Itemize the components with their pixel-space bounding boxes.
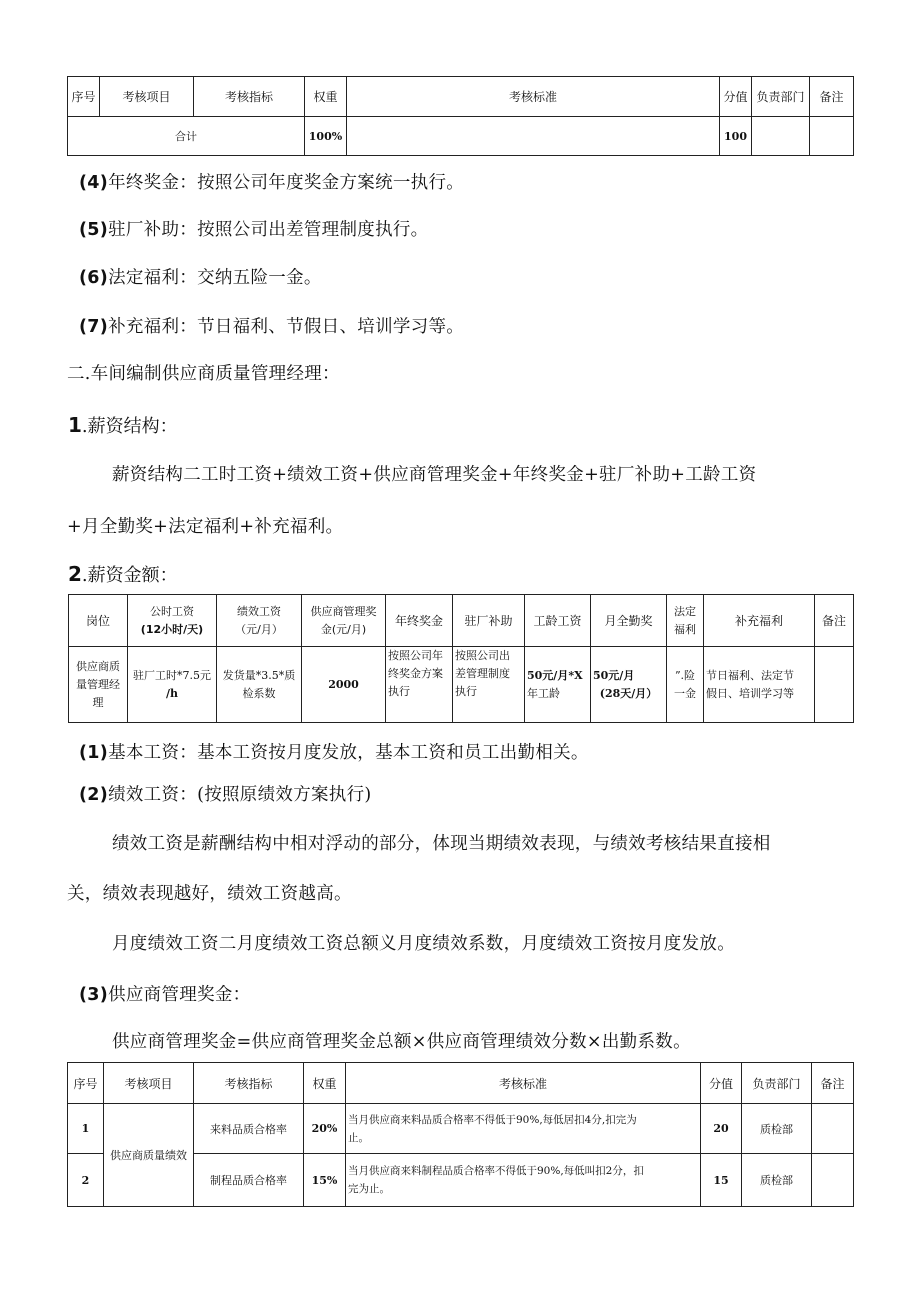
- structure-line: 薪资结构二工时工资+绩效工资+供应商管理奖金+年终奖金+驻厂补助+工龄工资: [112, 465, 757, 485]
- list-item: (1)基本工资：基本工资按月度发放，基本工资和员工出勤相关。: [79, 743, 589, 763]
- header-cell: 驻厂补助: [453, 595, 525, 647]
- header-cell: 负责部门: [742, 1063, 812, 1104]
- list-item: (3)供应商管理奖金：: [79, 985, 251, 1005]
- list-item: (5)驻厂补助：按照公司出差管理制度执行。: [79, 220, 429, 240]
- supplement-cell: 节日福利、法定节 假日、培训学习等: [704, 647, 815, 723]
- legal-cell: ”.险 一金: [667, 647, 704, 723]
- score-cell: 15: [701, 1154, 742, 1207]
- list-item: (7)补充福利：节日福利、节假日、培训学习等。: [79, 317, 465, 337]
- header-cell: 供应商管理奖 金(元/月): [302, 595, 386, 647]
- row-number: 2: [68, 1154, 104, 1207]
- weight-cell: 15%: [304, 1154, 346, 1207]
- resident-cell: 按照公司出 差管理制度 执行: [453, 647, 525, 723]
- header-cell: 负责部门: [752, 77, 810, 117]
- perf-cell: 发货量*3.5*质 检系数: [217, 647, 302, 723]
- perf-paragraph-line: 绩效工资是薪酬结构中相对浮动的部分，体现当期绩效表现，与绩效考核结果直接相: [112, 834, 771, 854]
- standard-cell: 当月供应商来料品质合格率不得低于90%,每低居扣4分,扣完为 止。: [346, 1104, 701, 1154]
- header-cell: 权重: [305, 77, 347, 117]
- dept-cell: 质检部: [742, 1104, 812, 1154]
- hourly-cell: 驻厂工时*7.5元 /h: [128, 647, 217, 723]
- list-item: (4)年终奖金：按照公司年度奖金方案统一执行。: [79, 173, 465, 193]
- header-cell: 补充福利: [704, 595, 815, 647]
- perf-paragraph-line: 关，绩效表现越好，绩效工资越高。: [67, 884, 352, 904]
- header-cell: 序号: [68, 1063, 104, 1104]
- header-cell: 权重: [304, 1063, 346, 1104]
- header-cell: 月全勤奖: [591, 595, 667, 647]
- total-label: 合计: [68, 117, 305, 156]
- header-cell: 序号: [68, 77, 100, 117]
- header-cell: 考核指标: [194, 1063, 304, 1104]
- supplier-bonus-cell: 2000: [302, 647, 386, 723]
- total-dept: [752, 117, 810, 156]
- header-cell: 绩效工资 （元/月）: [217, 595, 302, 647]
- total-standard: [347, 117, 720, 156]
- remark-cell: [812, 1154, 854, 1207]
- header-cell: 备注: [810, 77, 854, 117]
- header-cell: 工龄工资: [525, 595, 591, 647]
- header-cell: 备注: [815, 595, 854, 647]
- header-cell: 分值: [701, 1063, 742, 1104]
- header-cell: 考核项目: [104, 1063, 194, 1104]
- indicator-cell: 来料品质合格率: [194, 1104, 304, 1154]
- total-weight: 100%: [305, 117, 347, 156]
- remark-cell: [815, 647, 854, 723]
- total-score: 100: [720, 117, 752, 156]
- supplier-formula: 供应商管理奖金=供应商管理奖金总额×供应商管理绩效分数×出勤系数。: [112, 1032, 691, 1052]
- project-cell: 供应商质量绩效: [104, 1104, 194, 1207]
- header-cell: 备注: [812, 1063, 854, 1104]
- header-cell: 公时工资 (12小时/天): [128, 595, 217, 647]
- header-cell: 考核标准: [347, 77, 720, 117]
- list-item: (2)绩效工资：(按照原绩效方案执行): [79, 785, 372, 805]
- weight-cell: 20%: [304, 1104, 346, 1154]
- list-item: (6)法定福利：交纳五险一金。: [79, 268, 322, 288]
- heading-salary-structure: 1.薪资结构：: [68, 413, 178, 437]
- total-remark: [810, 117, 854, 156]
- header-cell: 法定 福利: [667, 595, 704, 647]
- structure-line: +月全勤奖+法定福利+补充福利。: [67, 517, 344, 537]
- supplier-assessment-table: [67, 1062, 854, 1207]
- salary-table: [68, 594, 854, 723]
- header-cell: 考核项目: [100, 77, 194, 117]
- position-cell: 供应商质 量管理经 理: [69, 647, 128, 723]
- seniority-cell: 50元/月*X 年工龄: [525, 647, 591, 723]
- header-cell: 年终奖金: [386, 595, 453, 647]
- assessment-table-top: [67, 76, 854, 156]
- table-row: [68, 1104, 854, 1154]
- indicator-cell: 制程品质合格率: [194, 1154, 304, 1207]
- standard-cell: 当月供应商来料制程品质合格率不得低于90%,每低叫扣2分，扣 完为止。: [346, 1154, 701, 1207]
- heading-salary-amount: 2.薪资金额：: [68, 562, 178, 586]
- header-cell: 考核标准: [346, 1063, 701, 1104]
- header-cell: 岗位: [69, 595, 128, 647]
- yearend-cell: 按照公司年 终奖金方案 执行: [386, 647, 453, 723]
- header-cell: 考核指标: [194, 77, 305, 117]
- remark-cell: [812, 1104, 854, 1154]
- attendance-cell: 50元/月 (28天/月）: [591, 647, 667, 723]
- row-number: 1: [68, 1104, 104, 1154]
- dept-cell: 质检部: [742, 1154, 812, 1207]
- perf-formula: 月度绩效工资二月度绩效工资总额义月度绩效系数，月度绩效工资按月度发放。: [112, 934, 735, 954]
- header-cell: 分值: [720, 77, 752, 117]
- section-title: 二.车间编制供应商质量管理经理：: [67, 364, 340, 384]
- score-cell: 20: [701, 1104, 742, 1154]
